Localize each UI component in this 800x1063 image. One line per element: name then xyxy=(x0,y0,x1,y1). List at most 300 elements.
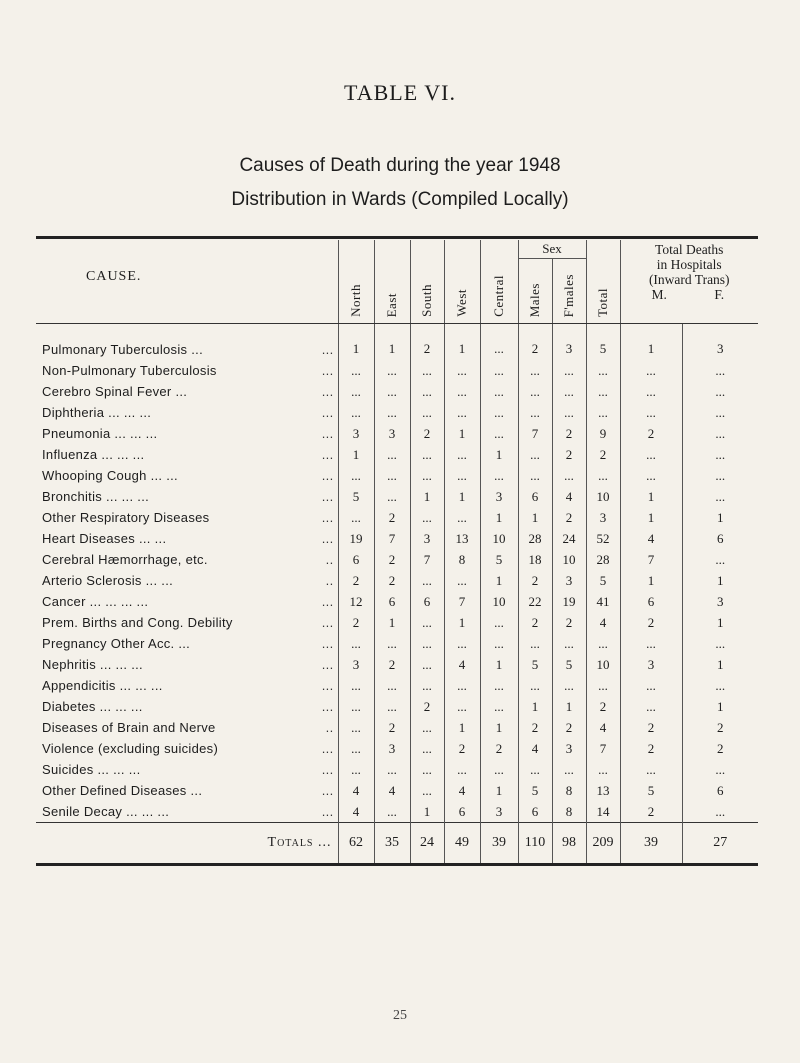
cell-hosp-m: ... xyxy=(620,696,682,717)
cell-hosp-m: 1 xyxy=(620,507,682,528)
leader-dots: ... xyxy=(321,804,334,819)
leader-dots: ... xyxy=(321,678,334,693)
cell-hosp-f: ... xyxy=(682,549,758,570)
cell-hosp-f: ... xyxy=(682,465,758,486)
cell-south: ... xyxy=(410,507,444,528)
table-row xyxy=(36,780,758,801)
cell-males: 2 xyxy=(518,717,552,738)
cause-label xyxy=(36,780,338,801)
cell-east: 2 xyxy=(374,507,410,528)
table-row xyxy=(36,633,758,654)
cause-label xyxy=(36,360,338,381)
header-east: East xyxy=(374,240,410,324)
leader-dots: ... xyxy=(321,657,334,672)
cell-north: 1 xyxy=(338,324,374,361)
table-top-rule xyxy=(36,236,758,239)
cell-hosp-f: 3 xyxy=(682,591,758,612)
cell-hosp-f: 1 xyxy=(682,654,758,675)
cell-west: ... xyxy=(444,570,480,591)
cell-north: 6 xyxy=(338,549,374,570)
cell-east: ... xyxy=(374,402,410,423)
cell-total: ... xyxy=(586,360,620,381)
leader-dots: ... xyxy=(321,489,334,504)
cell-total: 2 xyxy=(586,696,620,717)
cell-hosp-m: 2 xyxy=(620,423,682,444)
cell-south: ... xyxy=(410,381,444,402)
cause-name: Prem. Births and Cong. Debility xyxy=(42,615,233,630)
leader-dots: ... xyxy=(321,341,334,357)
cell-north: 4 xyxy=(338,780,374,801)
cell-males: ... xyxy=(518,381,552,402)
cell-west: ... xyxy=(444,444,480,465)
cell-males: ... xyxy=(518,759,552,780)
cause-label xyxy=(36,381,338,402)
cell-females: ... xyxy=(552,633,586,654)
cell-north: ... xyxy=(338,759,374,780)
cell-south: 7 xyxy=(410,549,444,570)
cell-females: 1 xyxy=(552,696,586,717)
cell-north: ... xyxy=(338,507,374,528)
cell-females: 3 xyxy=(552,570,586,591)
table-row xyxy=(36,486,758,507)
table-row xyxy=(36,738,758,759)
cause-name: Nephritis ... ... ... xyxy=(42,657,143,672)
cause-name: Diphtheria ... ... ... xyxy=(42,405,152,420)
cell-hosp-m: ... xyxy=(620,633,682,654)
cause-label xyxy=(36,402,338,423)
cell-hosp-m: 2 xyxy=(620,738,682,759)
cause-label xyxy=(36,528,338,549)
total-total: 209 xyxy=(586,823,620,865)
cause-name: Appendicitis ... ... ... xyxy=(42,678,163,693)
cell-females: ... xyxy=(552,381,586,402)
cell-central: ... xyxy=(480,423,518,444)
cell-females: 2 xyxy=(552,612,586,633)
cell-hosp-f: ... xyxy=(682,360,758,381)
cell-hosp-m: 4 xyxy=(620,528,682,549)
cell-hosp-f: 6 xyxy=(682,528,758,549)
cell-east: ... xyxy=(374,381,410,402)
cell-central: 1 xyxy=(480,780,518,801)
cell-males: ... xyxy=(518,402,552,423)
total-west: 49 xyxy=(444,823,480,865)
cell-north: ... xyxy=(338,633,374,654)
cell-east: 6 xyxy=(374,591,410,612)
cause-label xyxy=(36,738,338,759)
cell-central: ... xyxy=(480,360,518,381)
cell-east: 2 xyxy=(374,654,410,675)
cell-north: ... xyxy=(338,360,374,381)
cell-east: 1 xyxy=(374,324,410,361)
leader-dots: ... xyxy=(321,363,334,378)
cell-south: ... xyxy=(410,654,444,675)
cell-central: 1 xyxy=(480,507,518,528)
cell-central: 2 xyxy=(480,738,518,759)
cell-north: 3 xyxy=(338,654,374,675)
cell-south: 6 xyxy=(410,591,444,612)
cell-south: ... xyxy=(410,570,444,591)
cause-label xyxy=(36,675,338,696)
cell-males: ... xyxy=(518,360,552,381)
cause-name: Cerebro Spinal Fever ... xyxy=(42,384,188,399)
cell-central: 10 xyxy=(480,591,518,612)
cell-east: ... xyxy=(374,759,410,780)
cell-north: 2 xyxy=(338,570,374,591)
cause-label xyxy=(36,696,338,717)
table-row xyxy=(36,381,758,402)
table-row xyxy=(36,444,758,465)
cell-males: 1 xyxy=(518,507,552,528)
cell-west: ... xyxy=(444,696,480,717)
cell-east: ... xyxy=(374,675,410,696)
leader-dots: ... xyxy=(321,384,334,399)
cell-north: ... xyxy=(338,717,374,738)
cause-name: Violence (excluding suicides) xyxy=(42,741,219,756)
cell-east: ... xyxy=(374,360,410,381)
header-hosp-m: M. xyxy=(651,287,667,302)
table-subtitle: Causes of Death during the year 1948 xyxy=(239,155,561,176)
cell-males: 6 xyxy=(518,486,552,507)
table-title: TABLE VI. xyxy=(344,80,456,105)
cell-males: 22 xyxy=(518,591,552,612)
cell-total: 3 xyxy=(586,507,620,528)
cause-name: Senile Decay ... ... ... xyxy=(42,804,170,819)
cell-total: 5 xyxy=(586,324,620,361)
cell-central: ... xyxy=(480,633,518,654)
total-south: 24 xyxy=(410,823,444,865)
cell-central: 1 xyxy=(480,570,518,591)
total-females: 98 xyxy=(552,823,586,865)
cell-hosp-m: 2 xyxy=(620,717,682,738)
cell-hosp-m: ... xyxy=(620,381,682,402)
cause-name: Diseases of Brain and Nerve xyxy=(42,720,216,735)
leader-dots: ... xyxy=(321,615,334,630)
table-row xyxy=(36,465,758,486)
header-west: West xyxy=(444,240,480,324)
cause-name: Pregnancy Other Acc. ... xyxy=(42,636,191,651)
cell-total: 10 xyxy=(586,486,620,507)
cell-central: ... xyxy=(480,675,518,696)
cell-west: ... xyxy=(444,402,480,423)
cell-females: 3 xyxy=(552,324,586,361)
table-row xyxy=(36,507,758,528)
cell-females: 2 xyxy=(552,717,586,738)
cell-south: ... xyxy=(410,633,444,654)
cell-south: 3 xyxy=(410,528,444,549)
cell-west: ... xyxy=(444,381,480,402)
cause-name: Arterio Sclerosis ... ... xyxy=(42,573,174,588)
cell-males: 2 xyxy=(518,324,552,361)
leader-dots: ... xyxy=(321,426,334,441)
cause-name: Other Defined Diseases ... xyxy=(42,783,203,798)
total-east: 35 xyxy=(374,823,410,865)
total-males: 110 xyxy=(518,823,552,865)
table-row xyxy=(36,324,758,361)
cell-total: 10 xyxy=(586,654,620,675)
cell-hosp-f: 2 xyxy=(682,717,758,738)
table-row xyxy=(36,801,758,823)
cell-males: ... xyxy=(518,444,552,465)
page-number: 25 xyxy=(393,1008,407,1023)
cell-hosp-m: ... xyxy=(620,360,682,381)
table-row xyxy=(36,675,758,696)
cause-name: Non-Pulmonary Tuberculosis xyxy=(42,363,217,378)
cell-west: 1 xyxy=(444,612,480,633)
cell-north: ... xyxy=(338,696,374,717)
leader-dots: ... xyxy=(321,510,334,525)
cell-hosp-m: 2 xyxy=(620,612,682,633)
table-row xyxy=(36,654,758,675)
header-males: Males xyxy=(518,259,552,324)
cell-north: ... xyxy=(338,465,374,486)
cell-total: 4 xyxy=(586,717,620,738)
cell-males: ... xyxy=(518,465,552,486)
cell-west: 1 xyxy=(444,324,480,361)
cell-central: 3 xyxy=(480,486,518,507)
cell-hosp-f: ... xyxy=(682,633,758,654)
cell-males: 7 xyxy=(518,423,552,444)
cause-label xyxy=(36,465,338,486)
cause-name: Influenza ... ... ... xyxy=(42,447,145,462)
cell-females: 2 xyxy=(552,423,586,444)
cell-central: ... xyxy=(480,696,518,717)
cell-hosp-m: 1 xyxy=(620,486,682,507)
cell-females: 19 xyxy=(552,591,586,612)
cell-females: ... xyxy=(552,360,586,381)
totals-row xyxy=(36,823,758,865)
cell-west: 4 xyxy=(444,654,480,675)
cell-west: ... xyxy=(444,633,480,654)
cell-west: ... xyxy=(444,465,480,486)
cell-west: 6 xyxy=(444,801,480,823)
cell-hosp-f: 6 xyxy=(682,780,758,801)
cell-hosp-m: 5 xyxy=(620,780,682,801)
cell-hosp-f: ... xyxy=(682,486,758,507)
cell-central: 1 xyxy=(480,654,518,675)
total-north: 62 xyxy=(338,823,374,865)
cause-label xyxy=(36,549,338,570)
cause-label xyxy=(36,324,338,361)
cell-females: 5 xyxy=(552,654,586,675)
cell-females: 2 xyxy=(552,507,586,528)
cell-males: 5 xyxy=(518,654,552,675)
cell-south: ... xyxy=(410,717,444,738)
cell-central: ... xyxy=(480,381,518,402)
table-row xyxy=(36,696,758,717)
total-central: 39 xyxy=(480,823,518,865)
header-south: South xyxy=(410,240,444,324)
cell-south: 2 xyxy=(410,423,444,444)
cell-hosp-f: 1 xyxy=(682,696,758,717)
cell-central: ... xyxy=(480,612,518,633)
cell-central: 1 xyxy=(480,444,518,465)
cell-hosp-f: ... xyxy=(682,381,758,402)
cell-south: ... xyxy=(410,612,444,633)
cause-name: Heart Diseases ... ... xyxy=(42,531,167,546)
cell-males: 1 xyxy=(518,696,552,717)
cell-central: 1 xyxy=(480,717,518,738)
cell-south: ... xyxy=(410,402,444,423)
header-north: North xyxy=(338,240,374,324)
cell-females: 3 xyxy=(552,738,586,759)
header-hosp-line1: Total Deaths xyxy=(655,242,724,257)
cause-label xyxy=(36,801,338,823)
cell-north: ... xyxy=(338,738,374,759)
cell-hosp-m: 6 xyxy=(620,591,682,612)
leader-dots: ... xyxy=(321,405,334,420)
cell-total: 4 xyxy=(586,612,620,633)
cell-females: ... xyxy=(552,675,586,696)
cell-south: 2 xyxy=(410,696,444,717)
cell-males: 4 xyxy=(518,738,552,759)
cell-females: 2 xyxy=(552,444,586,465)
cell-south: ... xyxy=(410,738,444,759)
header-hospital-deaths xyxy=(620,240,758,324)
cell-central: ... xyxy=(480,465,518,486)
cell-central: ... xyxy=(480,324,518,361)
cell-females: ... xyxy=(552,465,586,486)
cause-label xyxy=(36,759,338,780)
cell-east: 1 xyxy=(374,612,410,633)
total-hosp-f: 27 xyxy=(682,823,758,865)
causes-of-death-table xyxy=(36,240,758,866)
cell-north: 2 xyxy=(338,612,374,633)
cell-west: 1 xyxy=(444,423,480,444)
cell-west: 8 xyxy=(444,549,480,570)
leader-dots: .. xyxy=(325,720,334,735)
cell-males: 6 xyxy=(518,801,552,823)
cell-central: 10 xyxy=(480,528,518,549)
cause-name: Bronchitis ... ... ... xyxy=(42,489,150,504)
cell-hosp-m: 7 xyxy=(620,549,682,570)
header-hosp-f: F. xyxy=(714,287,725,302)
table-row xyxy=(36,717,758,738)
cell-total: 28 xyxy=(586,549,620,570)
cell-hosp-f: ... xyxy=(682,801,758,823)
table-row xyxy=(36,570,758,591)
cell-north: 12 xyxy=(338,591,374,612)
cause-label xyxy=(36,612,338,633)
cell-hosp-m: ... xyxy=(620,465,682,486)
cell-west: 7 xyxy=(444,591,480,612)
cell-hosp-m: 3 xyxy=(620,654,682,675)
cause-label xyxy=(36,633,338,654)
cell-north: 1 xyxy=(338,444,374,465)
cause-name: Cancer ... ... ... ... xyxy=(42,594,149,609)
cell-south: ... xyxy=(410,759,444,780)
cell-west: 13 xyxy=(444,528,480,549)
cause-name: Other Respiratory Diseases xyxy=(42,510,210,525)
table-row xyxy=(36,423,758,444)
cell-north: 19 xyxy=(338,528,374,549)
totals-label: Totals ... xyxy=(36,823,338,865)
cause-name: Pneumonia ... ... ... xyxy=(42,426,158,441)
leader-dots: ... xyxy=(321,468,334,483)
cell-south: 1 xyxy=(410,801,444,823)
cell-north: 3 xyxy=(338,423,374,444)
cell-females: 8 xyxy=(552,801,586,823)
cell-total: ... xyxy=(586,633,620,654)
cell-hosp-m: ... xyxy=(620,444,682,465)
cell-west: ... xyxy=(444,507,480,528)
header-females: F'males xyxy=(552,259,586,324)
cause-label xyxy=(36,717,338,738)
cell-south: ... xyxy=(410,675,444,696)
cell-south: ... xyxy=(410,465,444,486)
table-body xyxy=(36,324,758,823)
cause-name: Cerebral Hæmorrhage, etc. xyxy=(42,552,208,567)
table-row xyxy=(36,591,758,612)
cause-label xyxy=(36,444,338,465)
cell-east: ... xyxy=(374,465,410,486)
cell-north: ... xyxy=(338,402,374,423)
cell-total: 13 xyxy=(586,780,620,801)
cell-east: 3 xyxy=(374,738,410,759)
cell-males: ... xyxy=(518,675,552,696)
cell-hosp-m: ... xyxy=(620,402,682,423)
cell-east: ... xyxy=(374,633,410,654)
cell-east: ... xyxy=(374,486,410,507)
leader-dots: ... xyxy=(321,531,334,546)
cell-hosp-m: 2 xyxy=(620,801,682,823)
table-row xyxy=(36,549,758,570)
cell-males: ... xyxy=(518,633,552,654)
table-subtitle-distribution: Distribution in Wards (Compiled Locally) xyxy=(231,189,569,210)
cell-males: 18 xyxy=(518,549,552,570)
cell-total: 5 xyxy=(586,570,620,591)
cause-label xyxy=(36,486,338,507)
cell-east: ... xyxy=(374,696,410,717)
leader-dots: ... xyxy=(321,636,334,651)
cell-south: ... xyxy=(410,780,444,801)
cell-central: ... xyxy=(480,402,518,423)
cell-total: ... xyxy=(586,465,620,486)
total-hosp-m: 39 xyxy=(620,823,682,865)
cell-hosp-f: ... xyxy=(682,402,758,423)
leader-dots: ... xyxy=(321,699,334,714)
leader-dots: .. xyxy=(325,552,334,567)
cell-south: ... xyxy=(410,360,444,381)
cell-west: 4 xyxy=(444,780,480,801)
cell-total: ... xyxy=(586,675,620,696)
cell-east: ... xyxy=(374,801,410,823)
table-row xyxy=(36,402,758,423)
cell-total: 7 xyxy=(586,738,620,759)
cell-hosp-f: 1 xyxy=(682,612,758,633)
cell-south: 1 xyxy=(410,486,444,507)
cell-hosp-f: 1 xyxy=(682,507,758,528)
cell-west: ... xyxy=(444,360,480,381)
cell-north: 5 xyxy=(338,486,374,507)
header-central: Central xyxy=(480,240,518,324)
cell-hosp-f: ... xyxy=(682,444,758,465)
header-hosp-line2: in Hospitals xyxy=(656,257,722,272)
cause-label xyxy=(36,591,338,612)
cell-west: ... xyxy=(444,675,480,696)
cell-east: 2 xyxy=(374,549,410,570)
table-row xyxy=(36,612,758,633)
cell-west: 2 xyxy=(444,738,480,759)
cause-label xyxy=(36,570,338,591)
cell-hosp-m: 1 xyxy=(620,570,682,591)
cell-central: 5 xyxy=(480,549,518,570)
cell-hosp-m: 1 xyxy=(620,324,682,361)
cell-males: 2 xyxy=(518,612,552,633)
cause-label xyxy=(36,423,338,444)
cell-hosp-m: ... xyxy=(620,675,682,696)
cause-label xyxy=(36,654,338,675)
cell-total: 9 xyxy=(586,423,620,444)
